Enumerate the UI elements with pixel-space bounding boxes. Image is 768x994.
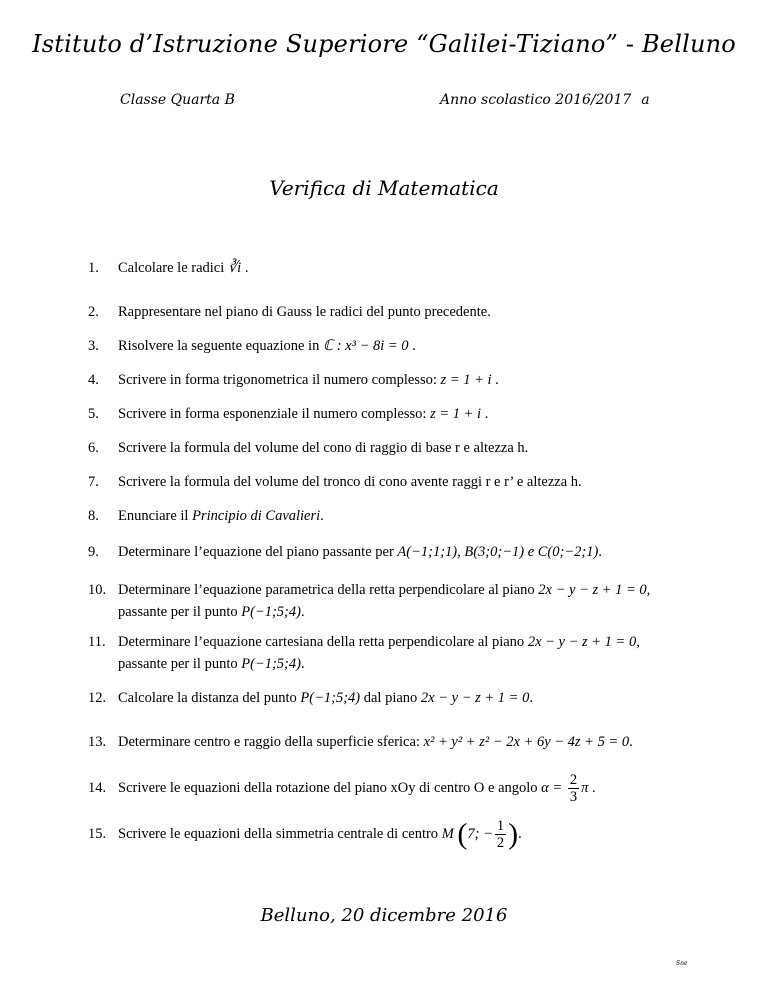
exercise-math: ∛i [227, 260, 242, 276]
exercise-math-inner: 7; − [467, 825, 493, 842]
exercise-5 [88, 404, 693, 424]
paren-open: ( [457, 817, 468, 851]
exercise-3 [88, 336, 693, 356]
exercise-14 [88, 772, 693, 805]
exercise-13 [88, 732, 693, 752]
school-year-label [440, 92, 650, 108]
exercise-text: Scrivere in forma esponenziale il numero complesso: [118, 406, 427, 422]
exercise-text: Rappresentare nel piano di Gauss le radici del punto precedente. [118, 304, 491, 320]
exercise-text: Scrivere la formula del volume del cono di raggio di base r e altezza h. [118, 440, 529, 456]
exercise-math: 2x − y − z + 1 = 0, [538, 582, 651, 598]
exercise-end: . [529, 690, 533, 706]
exercise-text-line2: passante per il punto [118, 656, 238, 672]
place-and-date: Belluno, 20 dicembre 2016 [260, 905, 508, 926]
exercise-number: 7. [88, 474, 99, 490]
fraction-numerator: 2 [569, 772, 578, 788]
exercise-end: . [300, 604, 305, 620]
test-title: Verifica di Matematica [269, 176, 499, 200]
exercise-end: . [412, 338, 416, 354]
exercise-text: Scrivere in forma trigonometrica il numero complesso: [118, 372, 437, 388]
exercise-8 [88, 506, 693, 526]
exercise-number: 10. [88, 582, 107, 598]
exercise-9 [88, 542, 693, 562]
exercise-math: A(−1;1;1), B(3;0;−1) e C(0;−2;1) [397, 544, 599, 560]
exercise-number: 4. [88, 372, 99, 388]
exercise-number: 9. [88, 544, 99, 560]
exercise-4 [88, 370, 693, 390]
exercise-15 [88, 818, 693, 851]
exercise-end: . [598, 544, 602, 560]
exercise-end: . [244, 260, 249, 276]
exercise-end: . [629, 734, 633, 750]
exercise-text: Risolvere la seguente equazione in [118, 338, 320, 354]
fraction-denominator: 2 [496, 835, 505, 851]
paren-close: ) [508, 817, 519, 851]
class-label: Classe Quarta B [120, 92, 235, 108]
fraction [495, 818, 506, 851]
exercise-number: 14. [88, 780, 107, 796]
exercise-math: P(−1;5;4) [300, 690, 361, 706]
exercise-11 [88, 632, 693, 674]
exercise-2 [88, 302, 693, 322]
exercise-text: Scrivere le equazioni della rotazione del piano xOy di centro O e angolo [118, 779, 538, 796]
exercise-12 [88, 688, 693, 708]
exercise-text-line2: passante per il punto [118, 604, 238, 620]
exercise-math: M [441, 825, 454, 842]
exercise-number: 11. [88, 634, 106, 650]
exercise-6 [88, 438, 693, 458]
exercise-text: Determinare l’equazione parametrica della retta perpendicolare al piano [118, 582, 535, 598]
exercise-text-2: dal piano [363, 690, 418, 706]
exercise-number: 2. [88, 304, 99, 320]
fraction [568, 772, 579, 805]
exercise-math: z = 1 + i [430, 406, 482, 422]
exercise-end: . [495, 372, 499, 388]
fraction-numerator: 1 [496, 818, 505, 834]
exercise-10 [88, 580, 693, 622]
exercise-text: Scrivere la formula del volume del tronco di cono avente raggi r e r’ e altezza h. [118, 474, 582, 490]
exercise-text: Calcolare le radici [118, 260, 225, 276]
exercise-end: . [320, 508, 324, 524]
exercise-end: . [300, 656, 305, 672]
exercise-math: x² + y² + z² − 2x + 6y − 4z + 5 = 0 [423, 734, 630, 750]
author-initials: Sne [676, 960, 688, 967]
exercise-math: ℂ : x³ − 8i = 0 [322, 338, 409, 354]
exercise-end: . [591, 779, 596, 796]
school-year-suffix: a [641, 92, 650, 108]
exercise-number: 13. [88, 734, 107, 750]
exercise-number: 6. [88, 440, 99, 456]
exercise-text: Scrivere le equazioni della simmetria centrale di centro [118, 825, 439, 842]
exercise-text: Determinare centro e raggio della superficie sferica: [118, 734, 420, 750]
exercise-end: . [518, 825, 522, 842]
exercise-math-2: 2x − y − z + 1 = 0 [420, 690, 530, 706]
exercise-number: 1. [88, 260, 99, 276]
exercise-text: Calcolare la distanza del punto [118, 690, 297, 706]
school-name: Istituto d’Istruzione Superiore “Galilei-Tiziano” - Belluno [32, 30, 736, 58]
exercise-number: 3. [88, 338, 99, 354]
exercise-math-after: π [581, 779, 589, 796]
exercise-math-2: P(−1;5;4) [241, 656, 301, 672]
exercise-math-2: P(−1;5;4) [241, 604, 301, 620]
exercise-italic-term: Principio di Cavalieri [192, 508, 321, 524]
exercise-number: 15. [88, 826, 107, 842]
exercise-number: 12. [88, 690, 107, 706]
exercise-text: Determinare l’equazione del piano passante per [118, 544, 394, 560]
exercise-math: α = [541, 779, 563, 796]
exercise-1 [88, 258, 693, 278]
exercise-7 [88, 472, 693, 492]
exercise-math: 2x − y − z + 1 = 0, [527, 634, 640, 650]
fraction-denominator: 3 [569, 789, 578, 805]
exercise-number: 8. [88, 508, 99, 524]
exercise-end: . [484, 406, 489, 422]
exercise-math: z = 1 + i [440, 372, 492, 388]
exercise-text: Enunciare il [118, 508, 189, 524]
exercise-text: Determinare l’equazione cartesiana della retta perpendicolare al piano [118, 634, 525, 650]
exercise-number: 5. [88, 406, 99, 422]
school-year: Anno scolastico 2016/2017 [440, 92, 632, 108]
